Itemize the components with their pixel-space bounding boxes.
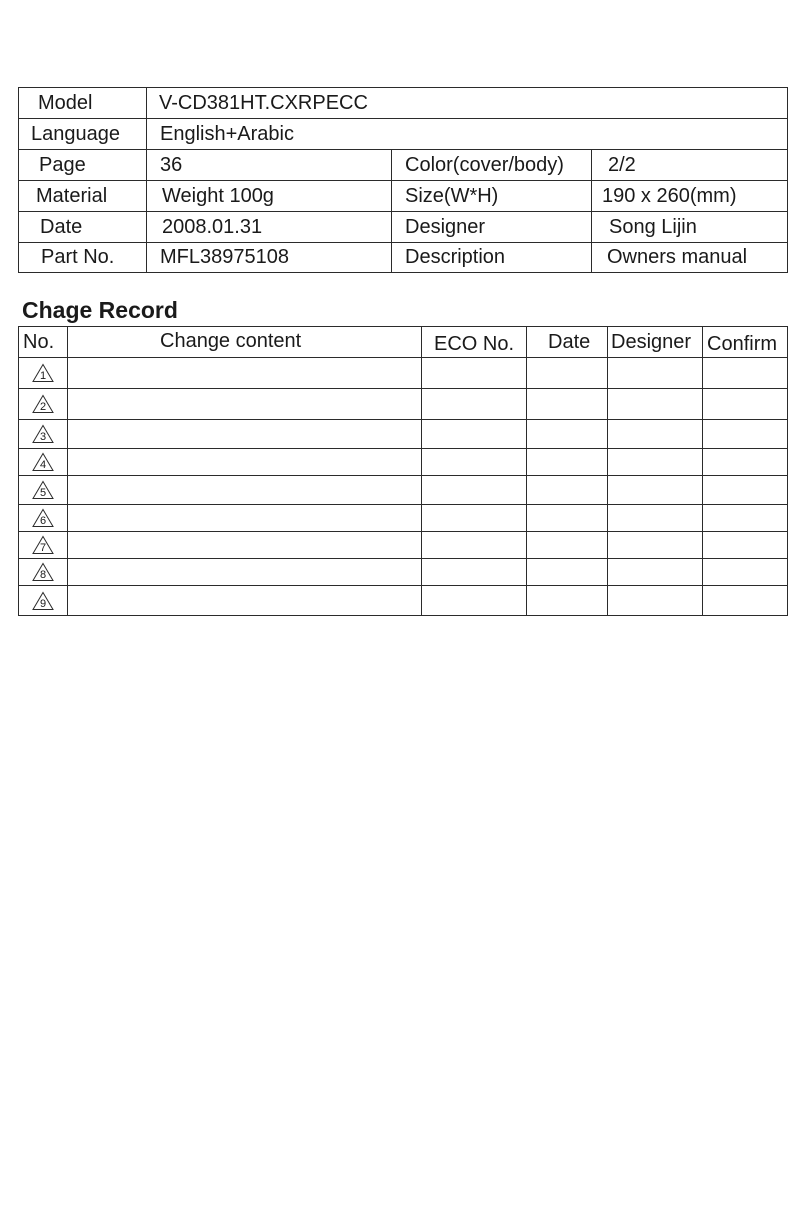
cell-eco	[421, 420, 526, 448]
cell-date	[526, 586, 607, 615]
designer-value: Song Lijin	[591, 212, 787, 242]
partno-value: MFL38975108	[146, 243, 391, 272]
table-row	[19, 559, 787, 586]
revision-triangle-icon	[32, 481, 54, 500]
cell-date	[526, 505, 607, 531]
spec-row-partno	[19, 243, 787, 272]
cell-date	[526, 532, 607, 558]
cell-eco	[421, 505, 526, 531]
cell-eco	[421, 586, 526, 615]
cell-eco	[421, 389, 526, 419]
cell-confirm	[702, 420, 787, 448]
revision-triangle-icon	[32, 395, 54, 414]
revision-triangle-icon	[32, 509, 54, 528]
cell-eco	[421, 476, 526, 504]
revision-number: 1	[39, 370, 47, 382]
designer-label: Designer	[391, 212, 591, 242]
revision-triangle-icon	[32, 563, 54, 582]
cell-confirm	[702, 449, 787, 475]
table-row	[19, 532, 787, 559]
table-row	[19, 476, 787, 505]
spec-row-page	[19, 150, 787, 181]
cell-designer	[607, 476, 702, 504]
date-label: Date	[40, 215, 83, 238]
cell-designer	[607, 505, 702, 531]
revision-number: 7	[39, 542, 47, 554]
revision-number: 3	[39, 431, 47, 443]
cell-no	[19, 476, 67, 504]
revision-number: 4	[39, 459, 47, 471]
color-label: Color(cover/body)	[391, 150, 591, 180]
header-confirm: Confirm	[702, 327, 787, 357]
cell-no	[19, 586, 67, 615]
revision-number: 5	[39, 487, 47, 499]
revision-triangle-icon	[32, 536, 54, 555]
cell-confirm	[702, 476, 787, 504]
cell-designer	[607, 389, 702, 419]
cell-no	[19, 358, 67, 388]
cell-no	[19, 532, 67, 558]
cell-no	[19, 449, 67, 475]
cell-eco	[421, 449, 526, 475]
header-change-content: Change content	[67, 327, 421, 357]
cell-content	[67, 449, 421, 475]
cell-eco	[421, 559, 526, 585]
material-label: Material	[36, 184, 108, 207]
table-row	[19, 586, 787, 615]
change-record-title: Chage Record	[22, 297, 178, 323]
table-row	[19, 449, 787, 476]
table-row	[19, 389, 787, 420]
cell-confirm	[702, 559, 787, 585]
cell-confirm	[702, 389, 787, 419]
revision-number: 8	[39, 569, 47, 581]
cell-confirm	[702, 358, 787, 388]
spec-row-material	[19, 181, 787, 212]
cell-content	[67, 586, 421, 615]
cell-designer	[607, 532, 702, 558]
cell-no	[19, 505, 67, 531]
cell-content	[67, 420, 421, 448]
spec-table	[18, 87, 788, 273]
revision-number: 2	[39, 401, 47, 413]
change-record-header	[19, 327, 787, 358]
language-label: Language	[31, 122, 120, 145]
spec-row-date	[19, 212, 787, 243]
cell-eco	[421, 358, 526, 388]
cell-content	[67, 389, 421, 419]
revision-triangle-icon	[32, 591, 54, 610]
cell-no	[19, 420, 67, 448]
size-label: Size(W*H)	[391, 181, 591, 211]
cell-confirm	[702, 505, 787, 531]
partno-label: Part No.	[41, 246, 115, 268]
cell-date	[526, 358, 607, 388]
cell-date	[526, 559, 607, 585]
cell-confirm	[702, 586, 787, 615]
date-value: 2008.01.31	[146, 212, 391, 242]
cell-eco	[421, 532, 526, 558]
cell-designer	[607, 586, 702, 615]
header-date: Date	[526, 327, 607, 357]
cell-date	[526, 389, 607, 419]
page-label: Page	[39, 153, 86, 176]
revision-triangle-icon	[32, 364, 54, 383]
cell-date	[526, 449, 607, 475]
cell-designer	[607, 559, 702, 585]
page-value: 36	[146, 150, 391, 180]
language-value: English+Arabic	[146, 119, 787, 149]
model-value: V-CD381HT.CXRPECC	[146, 88, 787, 118]
cell-confirm	[702, 532, 787, 558]
header-eco-no: ECO No.	[421, 327, 526, 357]
cell-designer	[607, 358, 702, 388]
color-value: 2/2	[591, 150, 787, 180]
revision-number: 6	[39, 515, 47, 527]
description-value: Owners manual	[591, 243, 787, 272]
cell-no	[19, 389, 67, 419]
material-value: Weight 100g	[146, 181, 391, 211]
cell-no	[19, 559, 67, 585]
header-designer: Designer	[607, 327, 702, 357]
cell-designer	[607, 449, 702, 475]
cell-content	[67, 505, 421, 531]
table-row	[19, 358, 787, 389]
description-label: Description	[391, 243, 591, 272]
model-label: Model	[38, 91, 93, 114]
cell-designer	[607, 420, 702, 448]
header-no: No.	[23, 330, 55, 353]
cell-content	[67, 532, 421, 558]
cell-content	[67, 476, 421, 504]
cell-content	[67, 559, 421, 585]
cell-date	[526, 420, 607, 448]
table-row	[19, 420, 787, 449]
revision-triangle-icon	[32, 425, 54, 444]
change-record-table	[18, 326, 788, 616]
spec-row-language	[19, 119, 787, 150]
cell-date	[526, 476, 607, 504]
revision-number: 9	[39, 597, 47, 610]
size-value: 190 x 260(mm)	[591, 181, 787, 211]
cell-content	[67, 358, 421, 388]
revision-triangle-icon	[32, 453, 54, 472]
table-row	[19, 505, 787, 532]
spec-row-model	[19, 88, 787, 119]
